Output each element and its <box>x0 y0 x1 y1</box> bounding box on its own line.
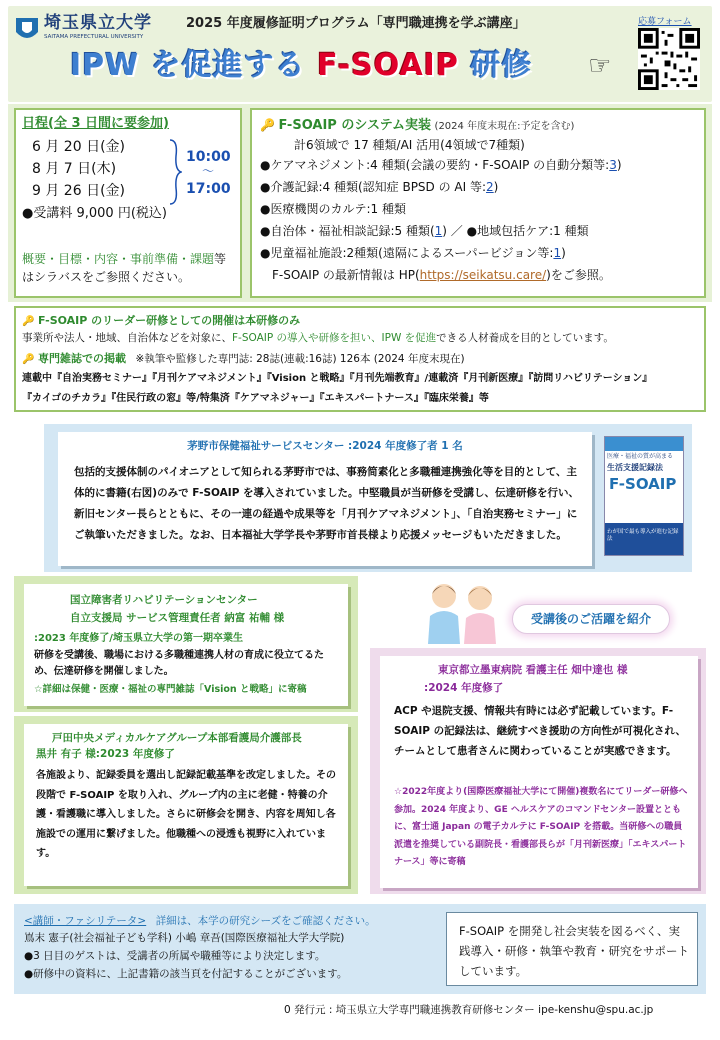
toda-body: 各施設より、記録委員を選出し記録記載基準を改定しました。その段階で F-SOAIP を取り入れ、グループ内の主に老健・特養の介護・看護職に導入しました。さらに研修会を開き、内容を周知し各施設での運用に繋げました。他職種への浸透も視野に入れています。 <box>36 770 336 859</box>
publication-list-1: 連載中『自治実務セミナー』『月刊ケアマネジメント』『Vision と戦略』『月刊先端教育』/連載済『月刊新医療』『訪問リハビリテーション』 <box>22 373 653 384</box>
system-item-4-count[interactable]: 1 <box>434 224 443 238</box>
system-info-prefix: F-SOAIP の最新情報は HP( <box>272 268 420 282</box>
leader-section <box>14 306 706 412</box>
syllabus-rest: 等はシラバスをご参照ください。 <box>22 252 227 284</box>
apply-form-link[interactable]: 応募フォーム <box>638 17 692 27</box>
lecturer-heading: <講師・ファシリテータ> <box>24 915 147 927</box>
system-item-4-text: ●自治体・福祉相談記録:5 種類( <box>260 224 435 238</box>
system-item-1-count[interactable]: 3 <box>609 158 617 172</box>
book-cover <box>604 436 684 556</box>
system-item-4 <box>260 224 589 240</box>
activity-label-text: 受講後のご活躍を紹介 <box>530 612 651 626</box>
nrc-body: 研修を受講後、職場における多職種連携人材の育成に役立てるため、伝達研修を開催しました。 <box>34 650 324 677</box>
bokuto-note: ☆2022年度より(国際医療福祉大学にて開催)複数名にてリーダー研修へ参加。2024 年度より、GE ヘルスケアのコマンドセンター設置とともに、富士通 Japan の電子カルテに F-SOAIP を搭載。当研修への職員派遣を推奨している副院長・看護部長らが「月刊新医療」「エキスパートナース」等に寄稿 <box>394 787 688 868</box>
system-info-suffix: )をご参照。 <box>546 268 611 282</box>
system-summary: 計6領域で 17 種類/AI 活用(4領域で7種類) <box>294 138 525 152</box>
leader-desc-a: 事業所や法人・地域、自治体などを対象に、 <box>22 332 232 344</box>
system-item-1 <box>260 158 622 174</box>
date-brace-icon <box>168 138 182 206</box>
book-title: F-SOAIP <box>609 475 677 493</box>
title-suffix: 研修 <box>458 48 533 83</box>
page-title <box>70 46 532 85</box>
fee: ●受講料 9,000 円(税込) <box>22 206 167 221</box>
lecturer-heading-row <box>24 914 376 929</box>
title-prefix: IPW を促進する <box>70 48 318 83</box>
publication-heading-row <box>22 352 465 367</box>
logo-mark-icon <box>14 14 40 44</box>
nrc-note: ☆詳細は保健・医療・福祉の専門雑誌「Vision と戦略」に寄稿 <box>34 684 307 695</box>
system-heading: F-SOAIP のシステム実装 <box>278 118 432 133</box>
nrc-org: 国立障害者リハビリテーションセンター <box>70 594 258 606</box>
bokuto-year: :2024 年度修了 <box>424 682 504 694</box>
nrc-year: :2023 年度修了/埼玉県立大学の第一期卒業生 <box>34 633 243 644</box>
publication-note: ※執筆や監修した専門誌: 28誌(連載:16誌) 126本 (2024 年度末現在) <box>135 353 465 365</box>
support-text: F-SOAIP を開発し社会実装を図るべく、実践導入・研修・執筆や教育・研究をサポートしています。 <box>459 924 689 979</box>
leader-desc-c: できる人材養成を目的としています。 <box>436 332 614 344</box>
schedule-panel <box>14 108 242 298</box>
key-icon: 🔑 <box>260 118 275 132</box>
nrc-card <box>24 584 348 706</box>
toda-org: 戸田中央メディカルケアグループ本部看護局介護部長 <box>52 732 302 744</box>
system-item-1-close: ) <box>616 158 622 172</box>
system-info <box>272 268 611 284</box>
publication-list-2: 『カイゴのチカラ』『住民行政の窓』等/特集済『ケアマネジャー』『エキスパートナース』『臨床栄養』等 <box>22 393 489 404</box>
system-heading-note: (2024 年度末現在:予定を含む) <box>434 121 575 132</box>
system-item-5 <box>260 246 566 262</box>
nurse-illustration <box>418 576 508 646</box>
schedule-heading: 日程(全 3 日間に要参加) <box>22 116 169 131</box>
title-accent: F-SOAIP <box>317 48 459 83</box>
system-heading-row <box>260 118 574 135</box>
qr-code-icon[interactable] <box>638 28 700 90</box>
university-logo <box>14 12 154 48</box>
qr-code[interactable] <box>638 28 700 90</box>
nurses-icon <box>418 576 508 646</box>
key-icon: 🔑 <box>22 354 35 365</box>
leader-heading: F-SOAIP のリーダー研修としての開催は本研修のみ <box>37 314 301 327</box>
leader-description <box>22 332 614 346</box>
bokuto-body: ACP や退院支援、情報共有時には必ず記載しています。F-SOAIP の記録法は、継続すべき援助の方向性が可視化され、チームとして患者さんに関わっていることが実感できます。 <box>394 705 687 757</box>
system-item-5-count[interactable]: 1 <box>553 246 562 260</box>
key-icon: 🔑 <box>22 316 35 327</box>
system-item-1-text: ●ケアマネジメント:4 種類(会議の要約・F-SOAIP の自動分類等: <box>260 158 610 172</box>
book-sub: わが国で最も導入が進む記録法 <box>607 529 679 543</box>
lecturer-names: 嶌末 憲子(社会福祉子ども学科) 小嶋 章吾(国際医療福祉大学大学院) <box>24 932 345 944</box>
system-item-4-close: ) <box>442 224 447 238</box>
time-start: 10:00 <box>186 149 231 165</box>
system-item-2-count[interactable]: 2 <box>486 180 494 194</box>
hp-link[interactable]: https://seikatsu.care/ <box>419 268 547 282</box>
support-box <box>446 912 698 986</box>
date-3: 9 月 26 日(金) <box>32 183 125 199</box>
book-line-2: 生活支援記録法 <box>607 463 663 472</box>
lecturer-heading-note: 詳細は、本学の研究シーズをご確認ください。 <box>155 915 376 927</box>
date-2: 8 月 7 日(木) <box>32 161 117 177</box>
time-separator: ～ <box>202 164 215 178</box>
system-item-2-close: ) <box>493 180 499 194</box>
system-item-5-close: ) <box>561 246 566 260</box>
system-item-3: ●医療機関のカルテ:1 種類 <box>260 202 406 216</box>
program-subtitle: 2025 年度履修証明プログラム「専門職連携を学ぶ講座」 <box>186 16 526 31</box>
time-end: 17:00 <box>186 181 231 197</box>
nrc-role: 自立支援局 サービス管理責任者 納富 祐輔 様 <box>70 612 285 624</box>
toda-card <box>24 724 348 886</box>
toda-person: 黒井 有子 様:2023 年度修了 <box>36 748 175 760</box>
chino-body: 包括的支援体制のパイオニアとして知られる茅野市では、事務简素化と多職種連携強化等を目的として、主体的に書籍(右図)のみで F-SOAIP を導入されていました。中堅職員が当研修を受講し、伝達研修を行い、新旧センター長らとともに、その一連の経過や成果等を「月刊ケアマネジメント」、「自治実務セミナー」にご執筆いただきました。なお、日本福祉大学学長や茅野市首長様より応援メッセージもいただきました。 <box>74 466 580 541</box>
lecturer-note-2: ●研修中の資料に、上記書籍の該当頁を付記することがございます。 <box>24 968 348 980</box>
bokuto-card <box>380 656 698 888</box>
lecturer-note-1: ●3 日目のゲストは、受講者の所属や職種等により決定します。 <box>24 950 326 962</box>
university-name: 埼玉県立大学 <box>44 13 152 33</box>
pointing-hand-icon: ☞ <box>588 51 612 81</box>
system-item-5-text: ●児童福祉施設:2種類(遠隔によるスーパービジョン等: <box>260 246 554 260</box>
university-name-en: SAITAMA PREFECTURAL UNIVERSITY <box>44 34 144 40</box>
book-line-1: 医療・福祉の質が高まる <box>607 453 674 460</box>
footer-publisher: 0 発行元 : 埼玉県立大学専門職連携教育研修センター ipe-kenshu@spu.ac.jp <box>284 1004 654 1016</box>
publication-heading: 専門雑誌での掲載 <box>37 352 126 365</box>
system-item-2-text: ●介護記録:4 種類(認知症 BPSD の AI 等: <box>260 180 487 194</box>
chino-card <box>58 432 592 566</box>
bokuto-org: 東京都立墨東病院 看護主任 畑中達也 様 <box>438 664 628 676</box>
system-panel <box>250 108 706 298</box>
system-item-4-mid: ／ ●地域包括ケア:1 種類 <box>446 224 589 238</box>
syllabus-accent: 概要・目標・内容・事前準備・課題 <box>22 252 215 266</box>
leader-desc-b: F-SOAIP の導入や研修を担い、IPW を促進 <box>232 332 437 344</box>
date-1: 6 月 20 日(金) <box>32 139 125 155</box>
syllabus-note <box>22 250 236 286</box>
chino-heading: 茅野市保健福祉サービスセンター :2024 年度修了者 1 名 <box>187 440 463 452</box>
activity-label <box>512 604 670 634</box>
system-item-2 <box>260 180 498 196</box>
lecturer-block <box>24 908 434 990</box>
leader-heading-row <box>22 314 300 328</box>
